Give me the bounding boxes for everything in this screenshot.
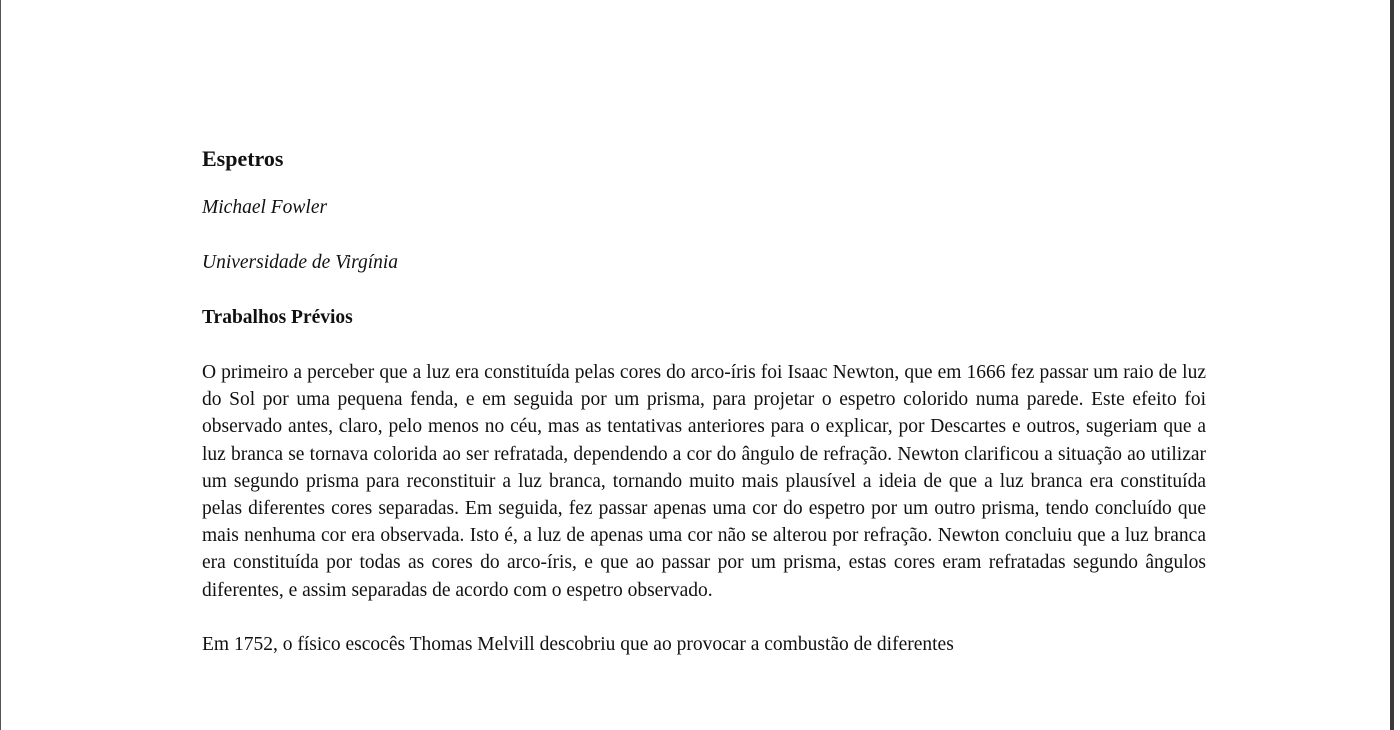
viewer-gutter	[1394, 0, 1400, 730]
document-title: Espetros	[202, 146, 284, 171]
author-name: Michael Fowler	[202, 197, 328, 218]
body-paragraph: Em 1752, o físico escocês Thomas Melvill descobriu que ao provocar a combustão de diferentes	[202, 633, 954, 655]
author-affiliation: Universidade de Virgínia	[202, 252, 399, 273]
body-paragraph: O primeiro a perceber que a luz era constituída pelas cores do arco-íris foi Isaac Newton, que em 1666 fez passar um raio de luz do Sol por uma pequena fenda, e em seguida por um prisma, para projetar o espetro colorido numa parede. Este efeito foi observado antes, claro, pelo menos no céu, mas as tentativas anteriores para o explicar, por Descartes e outros, sugeriam que a luz branca se tornava colorida ao ser refratada, dependendo a cor do ângulo de refração. Newton clarificou a situação ao utilizar um segundo prisma para reconstituir a luz branca, tornando muito mais plausível a ideia de que a luz branca era constituída pelas diferentes cores separadas. Em seguida, fez passar apenas uma cor do espetro por um outro prisma, tendo concluído que mais nenhuma cor era observada. Isto é, a luz de apenas uma cor não se alterou por refração. Newton concluiu que a luz branca era constituída por todas as cores do arco-íris, e que ao passar por um prisma, estas cores eram refratadas segundo ângulos diferentes, e assim separadas de acordo com o espetro observado.	[202, 362, 1206, 601]
page-content	[202, 140, 1206, 658]
section-heading: Trabalhos Prévios	[202, 307, 353, 328]
document-page	[1, 0, 1390, 730]
